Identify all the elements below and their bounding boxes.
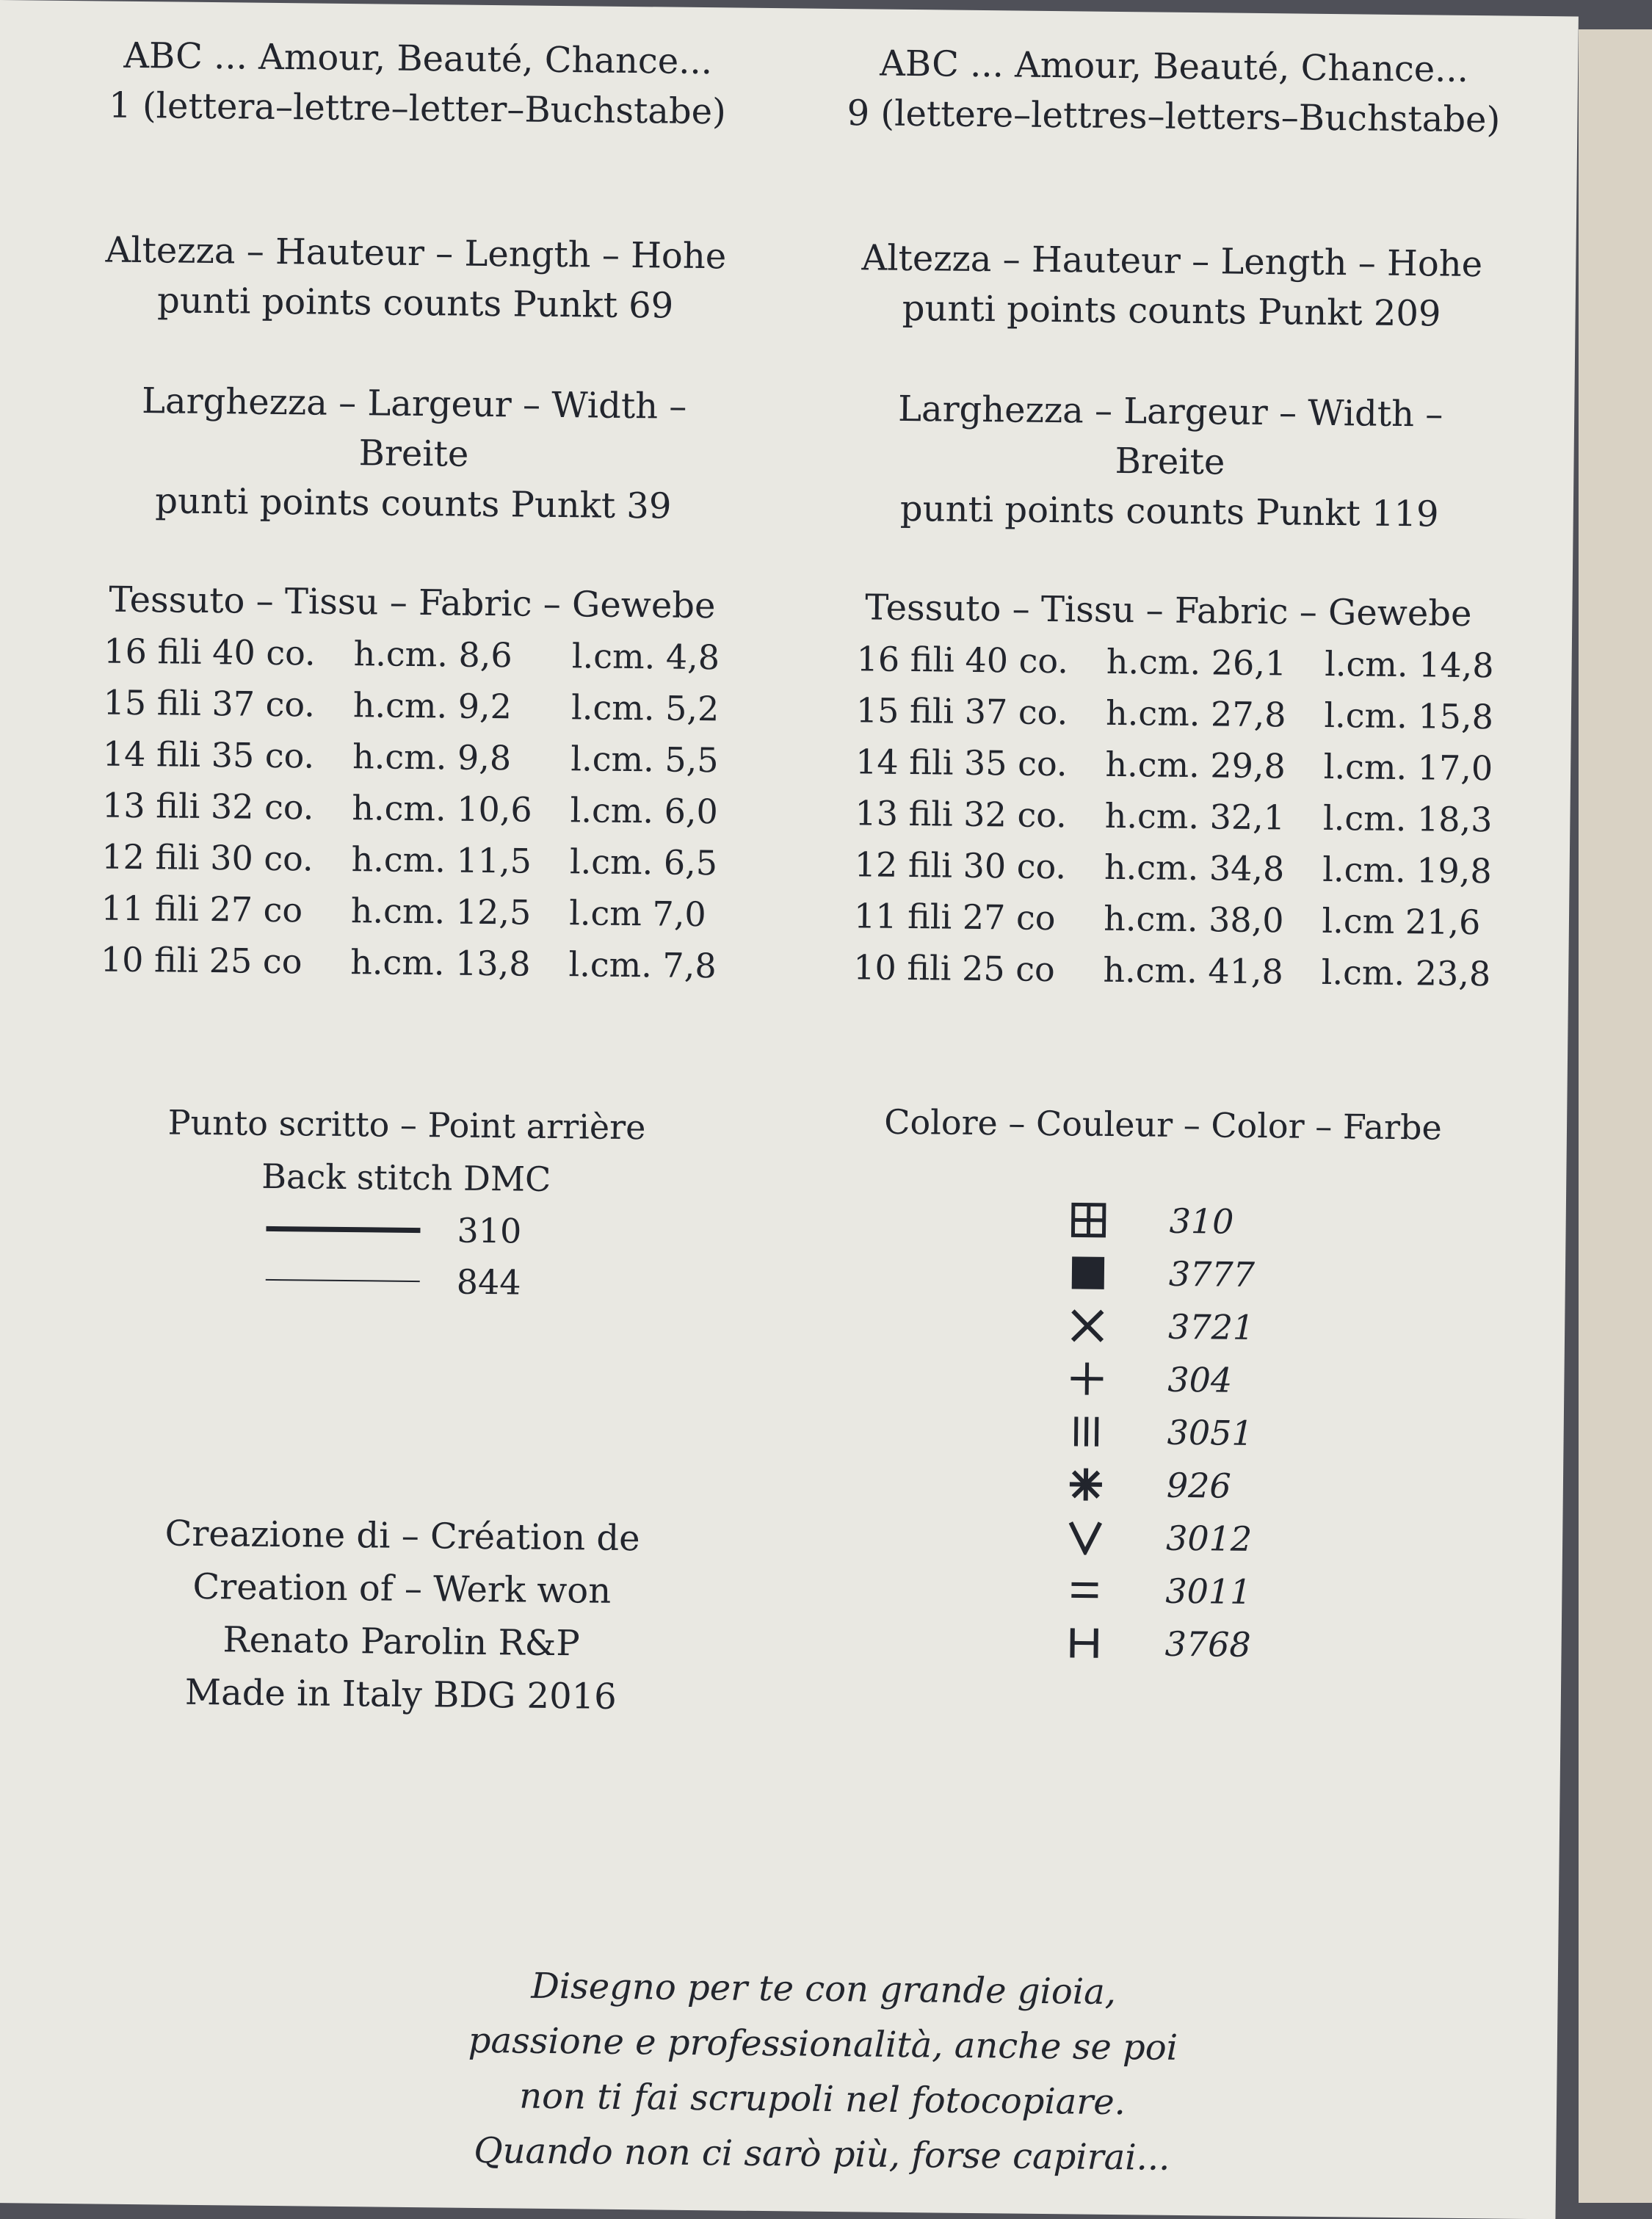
table-row [84, 728, 738, 786]
fabric-width: l.cm. 5,5 [551, 733, 738, 786]
table-row [84, 625, 739, 683]
fabric-width: l.cm. 6,0 [551, 784, 737, 838]
right-height-label: Altezza – Hauteur – Length – Hohe [841, 233, 1503, 289]
footer-line: Quando non ci sarò più, forse capirai... [418, 2123, 1226, 2187]
fabric-height: h.cm. 9,8 [333, 731, 552, 784]
left-width-label: Larghezza – Largeur – Width – Breite [83, 375, 745, 482]
right-fabric-heading: Tessuto – Tissu – Fabric – Gewebe [838, 582, 1499, 640]
fabric-count: 16 fili 40 co. [837, 633, 1087, 687]
boxed-plus-icon [1066, 1202, 1110, 1238]
fabric-height: h.cm. 12,5 [332, 885, 551, 938]
fabric-width: l.cm. 19,8 [1303, 844, 1511, 897]
legend-row [1065, 1299, 1492, 1356]
fabric-count: 10 fili 25 co [834, 941, 1084, 996]
table-row [84, 676, 738, 734]
right-column [844, 9, 1505, 15]
legend-row [1066, 1246, 1493, 1303]
fabric-height: h.cm. 27,8 [1087, 687, 1305, 741]
backstitch-row [75, 1201, 736, 1259]
right-fabric-block [834, 582, 1499, 999]
right-width-label: Larghezza – Largeur – Width – Breite [839, 383, 1501, 490]
footer-line: Disegno per te con grande gioia, [419, 1958, 1228, 2021]
table-row [81, 933, 736, 991]
left-column [88, 1, 749, 7]
legend-row [1065, 1352, 1491, 1409]
left-title-line1: ABC ... Amour, Beauté, Chance... [87, 30, 749, 87]
credits-line: Made in Italy BDG 2016 [70, 1665, 732, 1724]
dmc-code: 304 [1167, 1360, 1232, 1400]
dmc-code: 310 [1169, 1201, 1233, 1242]
dmc-code: 926 [1167, 1466, 1231, 1506]
right-title-line2: 9 (lettere–lettres–letters–Buchstabe) [843, 88, 1504, 145]
dmc-code: 3768 [1164, 1624, 1251, 1665]
backstitch-row [74, 1252, 736, 1310]
legend-row [1062, 1616, 1488, 1673]
table-row [836, 736, 1512, 794]
dmc-code: 3012 [1166, 1518, 1253, 1559]
fabric-width: l.cm. 14,8 [1305, 638, 1513, 692]
fabric-width: l.cm. 6,5 [551, 836, 737, 889]
fabric-count: 15 fili 37 co. [837, 684, 1087, 739]
dmc-code: 3051 [1167, 1413, 1253, 1453]
left-fabric-table [81, 625, 739, 991]
left-fabric-heading: Tessuto – Tissu – Fabric – Gewebe [81, 573, 743, 631]
fabric-width: l.cm. 5,2 [552, 681, 739, 735]
fabric-width: l.cm. 17,0 [1304, 741, 1512, 794]
asterisk-icon [1064, 1466, 1108, 1502]
left-width-block [83, 375, 745, 532]
fabric-height: h.cm. 8,6 [334, 628, 553, 681]
right-height-block [841, 233, 1502, 339]
fabric-count: 16 fili 40 co. [84, 625, 335, 679]
fabric-count: 14 fili 35 co. [84, 728, 334, 782]
fabric-height: h.cm. 34,8 [1085, 841, 1304, 895]
fabric-count: 13 fili 32 co. [83, 779, 333, 833]
fabric-height: h.cm. 38,0 [1084, 893, 1303, 946]
fabric-height: h.cm. 10,6 [333, 782, 551, 836]
fabric-height: h.cm. 29,8 [1086, 739, 1305, 792]
table-row [835, 839, 1511, 897]
left-height-value: punti points counts Punkt 69 [84, 275, 746, 331]
table-row [81, 882, 736, 940]
footer-line: passione e professionalità, anche se poi [419, 2013, 1228, 2077]
backstitch-block [74, 1095, 737, 1310]
fabric-count: 11 fili 27 co [81, 882, 332, 936]
v-shape-icon [1063, 1519, 1107, 1555]
right-height-value: punti points counts Punkt 209 [841, 283, 1502, 339]
dmc-code: 3777 [1169, 1254, 1256, 1295]
credits-block [70, 1506, 733, 1724]
table-row [837, 684, 1513, 743]
table-row [82, 830, 736, 888]
fabric-count: 15 fili 37 co. [84, 676, 334, 731]
triple-bar-icon [1064, 1413, 1108, 1449]
fabric-height: h.cm. 26,1 [1087, 636, 1306, 689]
table-row [834, 941, 1510, 1000]
credits-line: Creazione di – Création de [72, 1506, 733, 1565]
legend-row [1063, 1510, 1490, 1568]
left-title [87, 30, 748, 137]
fabric-height: h.cm. 41,8 [1084, 944, 1303, 998]
legend-row [1066, 1193, 1493, 1250]
left-height-block [84, 225, 746, 331]
dmc-code: 3721 [1168, 1307, 1255, 1347]
left-height-label: Altezza – Hauteur – Length – Hohe [85, 225, 747, 281]
fabric-width: l.cm. 4,8 [553, 630, 739, 684]
fabric-count: 12 fili 30 co. [835, 839, 1085, 893]
legend-row [1064, 1458, 1490, 1515]
plus-icon [1065, 1361, 1109, 1397]
backstitch-subtitle: Back stitch DMC [76, 1148, 737, 1207]
right-fabric-table [834, 633, 1513, 1000]
fabric-count: 14 fili 35 co. [836, 736, 1087, 790]
backstitch-code: 310 [457, 1211, 546, 1251]
fabric-width: l.cm 7,0 [550, 887, 736, 941]
book-spine [1579, 29, 1652, 2203]
fabric-height: h.cm. 13,8 [331, 936, 550, 990]
table-row [83, 779, 737, 837]
color-legend-heading: Colore – Couleur – Color – Farbe [833, 1096, 1494, 1154]
credits-line: Renato Parolin R&P [70, 1612, 732, 1671]
footer-line: non ti fai scrupoli nel fotocopiare. [419, 2068, 1227, 2132]
thick-line-sample [266, 1226, 420, 1232]
dmc-code: 3011 [1165, 1571, 1252, 1612]
fabric-count: 10 fili 25 co [81, 933, 332, 988]
left-width-value: punti points counts Punkt 39 [83, 475, 745, 532]
fabric-height: h.cm. 32,1 [1085, 790, 1304, 844]
right-width-value: punti points counts Punkt 119 [838, 483, 1500, 540]
fabric-count: 11 fili 27 co [835, 890, 1085, 944]
right-title [843, 38, 1504, 145]
legend-row [1064, 1405, 1490, 1462]
right-width-block [838, 383, 1501, 540]
cross-x-icon [1065, 1308, 1109, 1344]
left-title-line2: 1 (lettera–lettre–letter–Buchstabe) [87, 80, 748, 137]
fabric-count: 12 fili 30 co. [82, 830, 333, 885]
right-title-line1: ABC ... Amour, Beauté, Chance... [844, 38, 1505, 95]
credits-line: Creation of – Werk won [71, 1559, 733, 1618]
fabric-width: l.cm. 15,8 [1305, 689, 1512, 743]
filled-square-icon [1066, 1255, 1110, 1291]
backstitch-title: Punto scritto – Point arrière [76, 1095, 738, 1154]
fabric-width: l.cm. 23,8 [1302, 946, 1510, 1000]
thin-line-sample [266, 1279, 420, 1282]
fabric-width: l.cm 21,6 [1303, 895, 1510, 949]
legend-row [1062, 1563, 1489, 1621]
backstitch-code: 844 [456, 1262, 545, 1303]
color-legend-block [827, 1096, 1493, 1673]
h-shape-icon [1062, 1625, 1106, 1661]
fabric-width: l.cm. 7,8 [549, 938, 736, 992]
table-row [835, 890, 1511, 949]
equals-icon [1062, 1572, 1106, 1608]
footer-poem [418, 1958, 1228, 2187]
left-fabric-block [78, 573, 743, 991]
fabric-width: l.cm. 18,3 [1304, 792, 1512, 846]
fabric-height: h.cm. 11,5 [332, 833, 551, 887]
fabric-height: h.cm. 9,2 [334, 679, 553, 733]
table-row [836, 787, 1512, 846]
table-row [837, 633, 1513, 692]
fabric-count: 13 fili 32 co. [836, 787, 1086, 841]
